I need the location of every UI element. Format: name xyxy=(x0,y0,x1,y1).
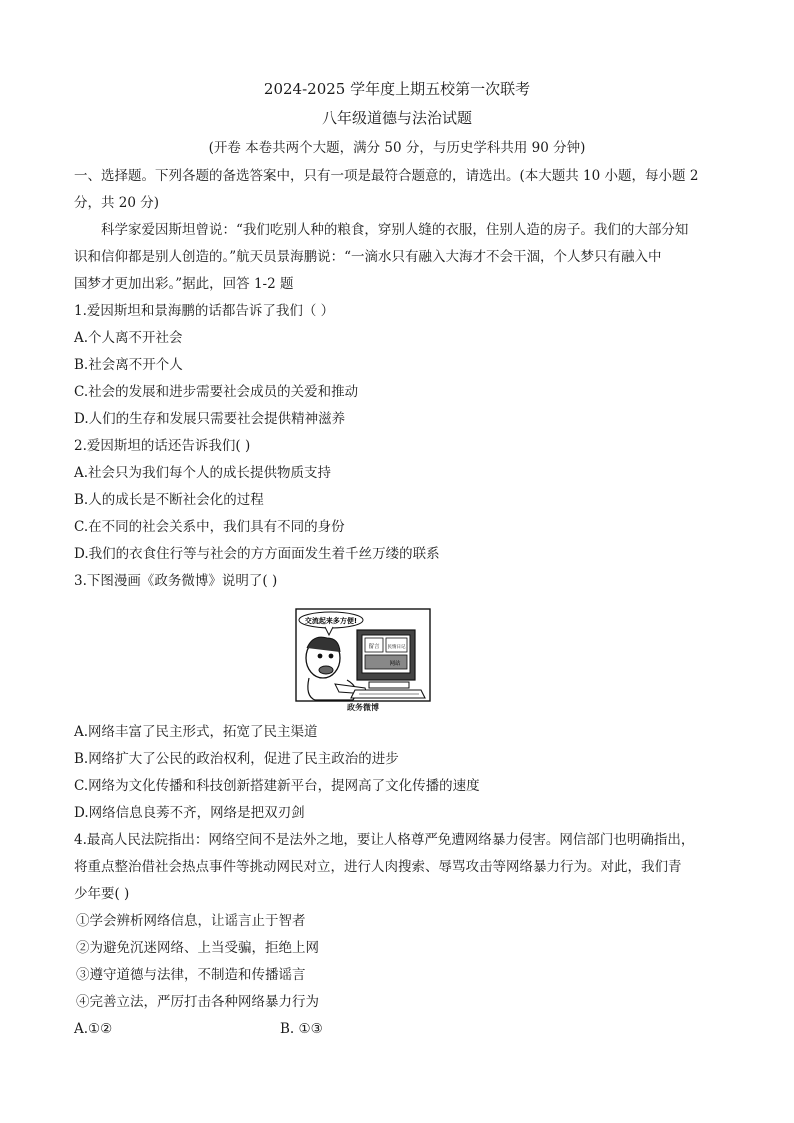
screen-text: 民情日记 xyxy=(387,645,406,650)
q1-option-d: D.人们的生存和发展只需要社会提供精神滋养 xyxy=(74,411,346,427)
cartoon-caption: 政务微博 xyxy=(347,703,379,712)
q2-option-a: A.社会只为我们每个人的成长提供物质支持 xyxy=(74,465,332,481)
q3-option-b: B.网络扩大了公民的政治权利，促进了民主政治的进步 xyxy=(74,751,399,767)
question-4-stem-cont: 少年要( ) xyxy=(74,886,130,902)
q2-option-c: C.在不同的社会关系中，我们具有不同的身份 xyxy=(74,519,345,535)
q1-option-b: B.社会离不开个人 xyxy=(74,357,183,373)
cartoon-image xyxy=(295,608,431,716)
section-intro-cont: 分，共 20 分) xyxy=(74,195,160,211)
q3-option-d: D.网络信息良莠不齐，网络是把双刃剑 xyxy=(74,805,305,821)
passage-line: 科学家爱因斯坦曾说：“我们吃别人种的粮食，穿别人缝的衣服，住别人造的房子。我们的大部分知 xyxy=(101,222,689,238)
question-4-stem-cont: 将重点整治借社会热点事件等挑动网民对立，进行人肉搜索、辱骂攻击等网络暴力行为。对此，我们青 xyxy=(74,859,682,875)
question-4-stem: 4.最高人民法院指出：网络空间不是法外之地，要让人格尊严免遭网络暴力侵害。网信部门也明确指出， xyxy=(74,832,695,848)
q4-item-4: ④完善立法，严厉打击各种网络暴力行为 xyxy=(76,994,319,1010)
q4-item-2: ②为避免沉迷网络、上当受骗，拒绝上网 xyxy=(76,940,319,956)
question-3-stem: 3.下图漫画《政务微博》说明了( ) xyxy=(74,573,278,589)
q2-option-d: D.我们的衣食住行等与社会的方方面面发生着千丝万缕的联系 xyxy=(74,546,440,562)
screen-text: 留言 xyxy=(368,644,380,650)
passage-line: 识和信仰都是别人创造的。”航天员景海鹏说：“一滴水只有融入大海才不会干涸，个人梦只有融入中 xyxy=(74,249,662,265)
exam-title: 2024-2025 学年度上期五校第一次联考 xyxy=(263,80,531,98)
question-1-stem: 1.爱因斯坦和景海鹏的话都告诉了我们（ ） xyxy=(74,303,335,319)
exam-note: (开卷 本卷共两个大题，满分 50 分，与历史学科共用 90 分钟) xyxy=(208,140,586,156)
q4-option-b: B. ①③ xyxy=(280,1021,323,1037)
subject-title: 八年级道德与法治试题 xyxy=(321,109,472,127)
q3-option-c: C.网络为文化传播和科技创新搭建新平台，提网高了文化传播的速度 xyxy=(74,778,480,794)
screen-text: 网站 xyxy=(389,661,401,667)
q4-option-a: A.①② xyxy=(74,1021,113,1037)
q1-option-c: C.社会的发展和进步需要社会成员的关爱和推动 xyxy=(74,384,359,400)
q4-item-1: ①学会辨析网络信息，让谣言止于智者 xyxy=(76,913,306,929)
passage-line: 国梦才更加出彩。”据此，回答 1-2 题 xyxy=(74,276,294,292)
q4-item-3: ③遵守道德与法律，不制造和传播谣言 xyxy=(76,967,306,983)
question-2-stem: 2.爱因斯坦的话还告诉我们( ) xyxy=(74,438,251,454)
q1-option-a: A.个人离不开社会 xyxy=(74,330,183,346)
bubble-text: 交流起来多方便! xyxy=(304,617,358,625)
q3-option-a: A.网络丰富了民主形式，拓宽了民主渠道 xyxy=(74,724,318,740)
section-intro: 一、选择题。下列各题的备选答案中，只有一项是最符合题意的，请选出。(本大题共 10 小题，每小题 2 xyxy=(74,168,699,184)
q2-option-b: B.人的成长是不断社会化的过程 xyxy=(74,492,264,508)
